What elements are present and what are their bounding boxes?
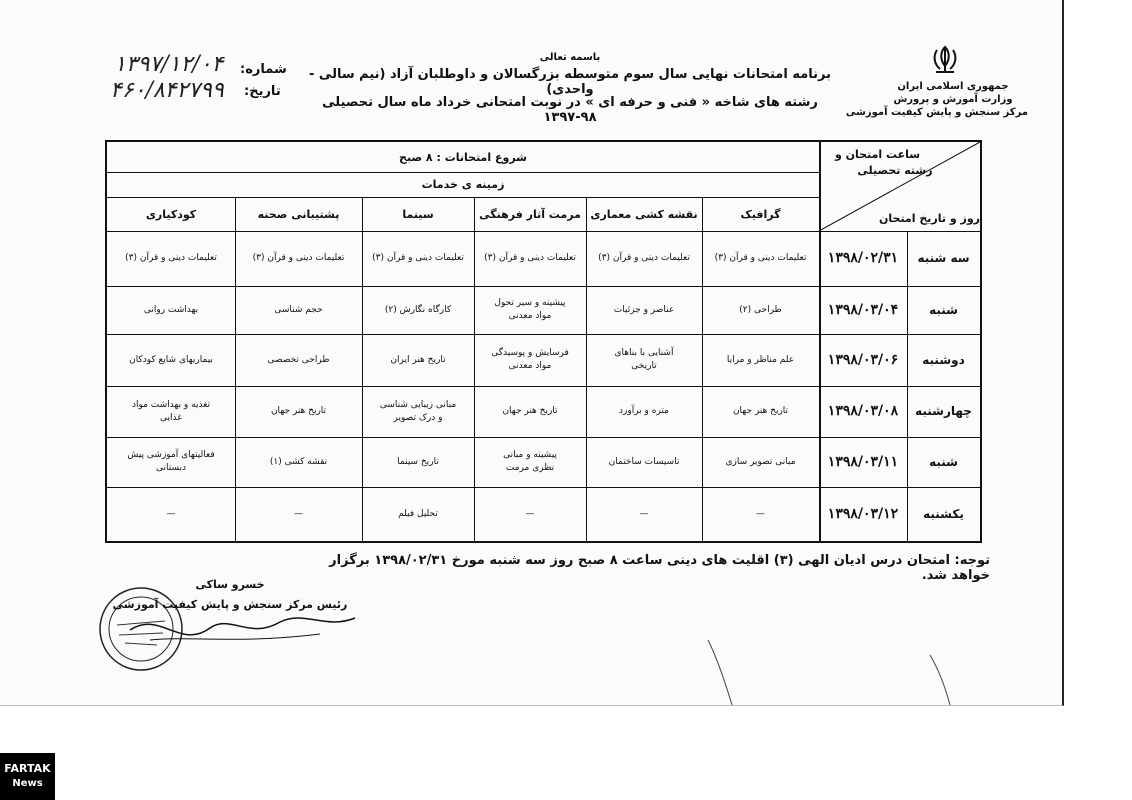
fartak-news-logo (0, 753, 55, 800)
exam-schedule-table (105, 140, 982, 543)
document-title-line-2: رشته های شاخه « فنی و حرفه ای » در نوبت امتحانی خرداد ماه سال تحصیلی ۹۸-۱۳۹۷ (322, 95, 818, 125)
column-header-childcare: کودکیاری (145, 207, 197, 221)
table-cell: تاریخ سینما (397, 456, 439, 467)
table-cell: طراحی تخصصی (267, 354, 330, 365)
table-cell: تغذیه و بهداشت مواد غذایی (131, 399, 211, 423)
row-day: یکشنبه (923, 507, 964, 521)
table-cell: تاریخ هنر جهان (270, 406, 327, 416)
table-cell: — (294, 509, 303, 519)
table-cell: پیشینه و سیر تحول مواد معدنی (494, 298, 566, 321)
row-day: سه شنبه (917, 251, 970, 265)
column-header-restoration: مرمت آثار فرهنگی (479, 207, 581, 221)
table-cell: — (166, 509, 176, 519)
organization-name (845, 80, 1028, 119)
table-cell: تعلیمات دینی و قرآن (۳) (252, 253, 345, 263)
org-line-2: وزارت آموزش و پرورش (893, 94, 1013, 105)
column-header-architecture-drafting: نقشه کشی معماری (590, 207, 698, 221)
handwritten-date: ۴۶۰/۸۴۲۷۹۹ (110, 78, 224, 103)
exam-note: توجه: امتحان درس ادیان الهی (۳) اقلیت های دینی ساعت ۸ صبح روز سه شنبه مورخ ۱۳۹۸/۰۲/۳۱ برگزار خواهد شد. (329, 553, 990, 583)
row-date: ۱۳۹۸/۰۳/۰۴ (827, 301, 899, 318)
table-cell: بهداشت روانی (143, 304, 199, 315)
table-cell: طراحی (۲) (739, 304, 782, 315)
org-line-1: جمهوری اسلامی ایران (897, 81, 1009, 92)
table-cell: مبانی زیبایی شناسی و درک تصویر (379, 399, 457, 423)
row-date: ۱۳۹۸/۰۳/۱۱ (827, 453, 899, 470)
field-group-header: زمینه ی خدمات (421, 178, 505, 191)
table-cell: مبانی تصویر سازی (725, 456, 796, 467)
row-day: چهارشنبه (915, 404, 972, 418)
table-cell: فرسایش و پوسیدگی مواد معدنی (491, 348, 569, 371)
table-cell: تاریخ هنر ایران (390, 354, 446, 365)
corner-label-top-2: رشته تحصیلی (857, 163, 933, 177)
row-date: ۱۳۹۸/۰۳/۱۲ (827, 506, 899, 522)
table-cell: تعلیمات دینی و قرآن (۳) (484, 253, 576, 263)
row-day: دوشنبه (922, 352, 965, 367)
table-cell: — (639, 509, 649, 519)
column-header-stage-support: پشتیبانی صحنه (257, 207, 340, 221)
org-line-3: مرکز سنجش و پایش کیفیت آموزشی (845, 107, 1028, 118)
table-cell: عناصر و جزئیات (613, 304, 675, 315)
basmala: باسمه تعالی (539, 52, 601, 63)
table-cell: متره و برآورد (619, 406, 669, 416)
table-cell: تحلیل فیلم (398, 509, 438, 519)
handwritten-number: ۱۳۹۷/۱۲/۰۴ (114, 52, 224, 77)
table-cell: — (525, 509, 535, 519)
table-cell: فعالیتهای آموزشی پیش دبستانی (127, 450, 215, 473)
corner-label-top: ساعت امتحان و (835, 147, 921, 161)
table-cell: تعلیمات دینی و قرآن (۳) (372, 253, 464, 263)
row-date: ۱۳۹۸/۰۳/۰۸ (827, 403, 899, 419)
table-cell: علم مناظر و مرایا (726, 354, 795, 365)
table-cell: نقشه کشی (۱) (269, 456, 328, 467)
signatory-name: خسرو ساکی (195, 578, 265, 591)
corner-label-bottom: روز و تاریخ امتحان (879, 211, 980, 225)
table-cell: کارگاه نگارش (۲) (384, 304, 452, 315)
row-date: ۱۳۹۸/۰۲/۳۱ (827, 250, 899, 266)
column-header-graphic: گرافیک (740, 207, 781, 221)
column-header-cinema: سینما (402, 207, 434, 221)
start-time-header: شروع امتحانات : ۸ صبح (399, 150, 527, 164)
document-title-line-1: برنامه امتحانات نهایی سال سوم متوسطه بزرگسالان و داوطلبان آزاد (نیم سالی - واحدی) (309, 67, 831, 97)
iran-emblem-icon (928, 44, 962, 76)
table-cell: تاسیسات ساختمان (608, 456, 680, 467)
logo-line-1: FARTAK (4, 762, 51, 775)
row-day: شنبه (929, 302, 958, 317)
row-date: ۱۳۹۸/۰۳/۰۶ (827, 351, 899, 368)
date-label: تاریخ: (244, 84, 281, 99)
table-cell: تعلیمات دینی و قرآن (۳) (714, 253, 807, 263)
table-cell: آشنایی با بناهای تاریخی (614, 348, 674, 371)
table-cell: تاریخ هنر جهان (502, 406, 558, 416)
table-cell: بیماریهای شایع کودکان (129, 354, 213, 365)
table-cell: پیشینه و مبانی نظری مرمت (503, 450, 557, 473)
table-cell: — (756, 509, 765, 519)
row-day: شنبه (929, 454, 958, 469)
logo-line-2: News (12, 778, 43, 789)
table-cell: تعلیمات دینی و قرآن (۳) (125, 253, 217, 263)
number-label: شماره: (240, 62, 287, 77)
signatory-title: رئیس مرکز سنجش و پایش کیفیت آموزشی (112, 598, 348, 611)
table-cell: تعلیمات دینی و قرآن (۳) (598, 253, 690, 263)
table-cell: حجم شناسی (274, 304, 323, 315)
table-cell: تاریخ هنر جهان (732, 406, 789, 416)
